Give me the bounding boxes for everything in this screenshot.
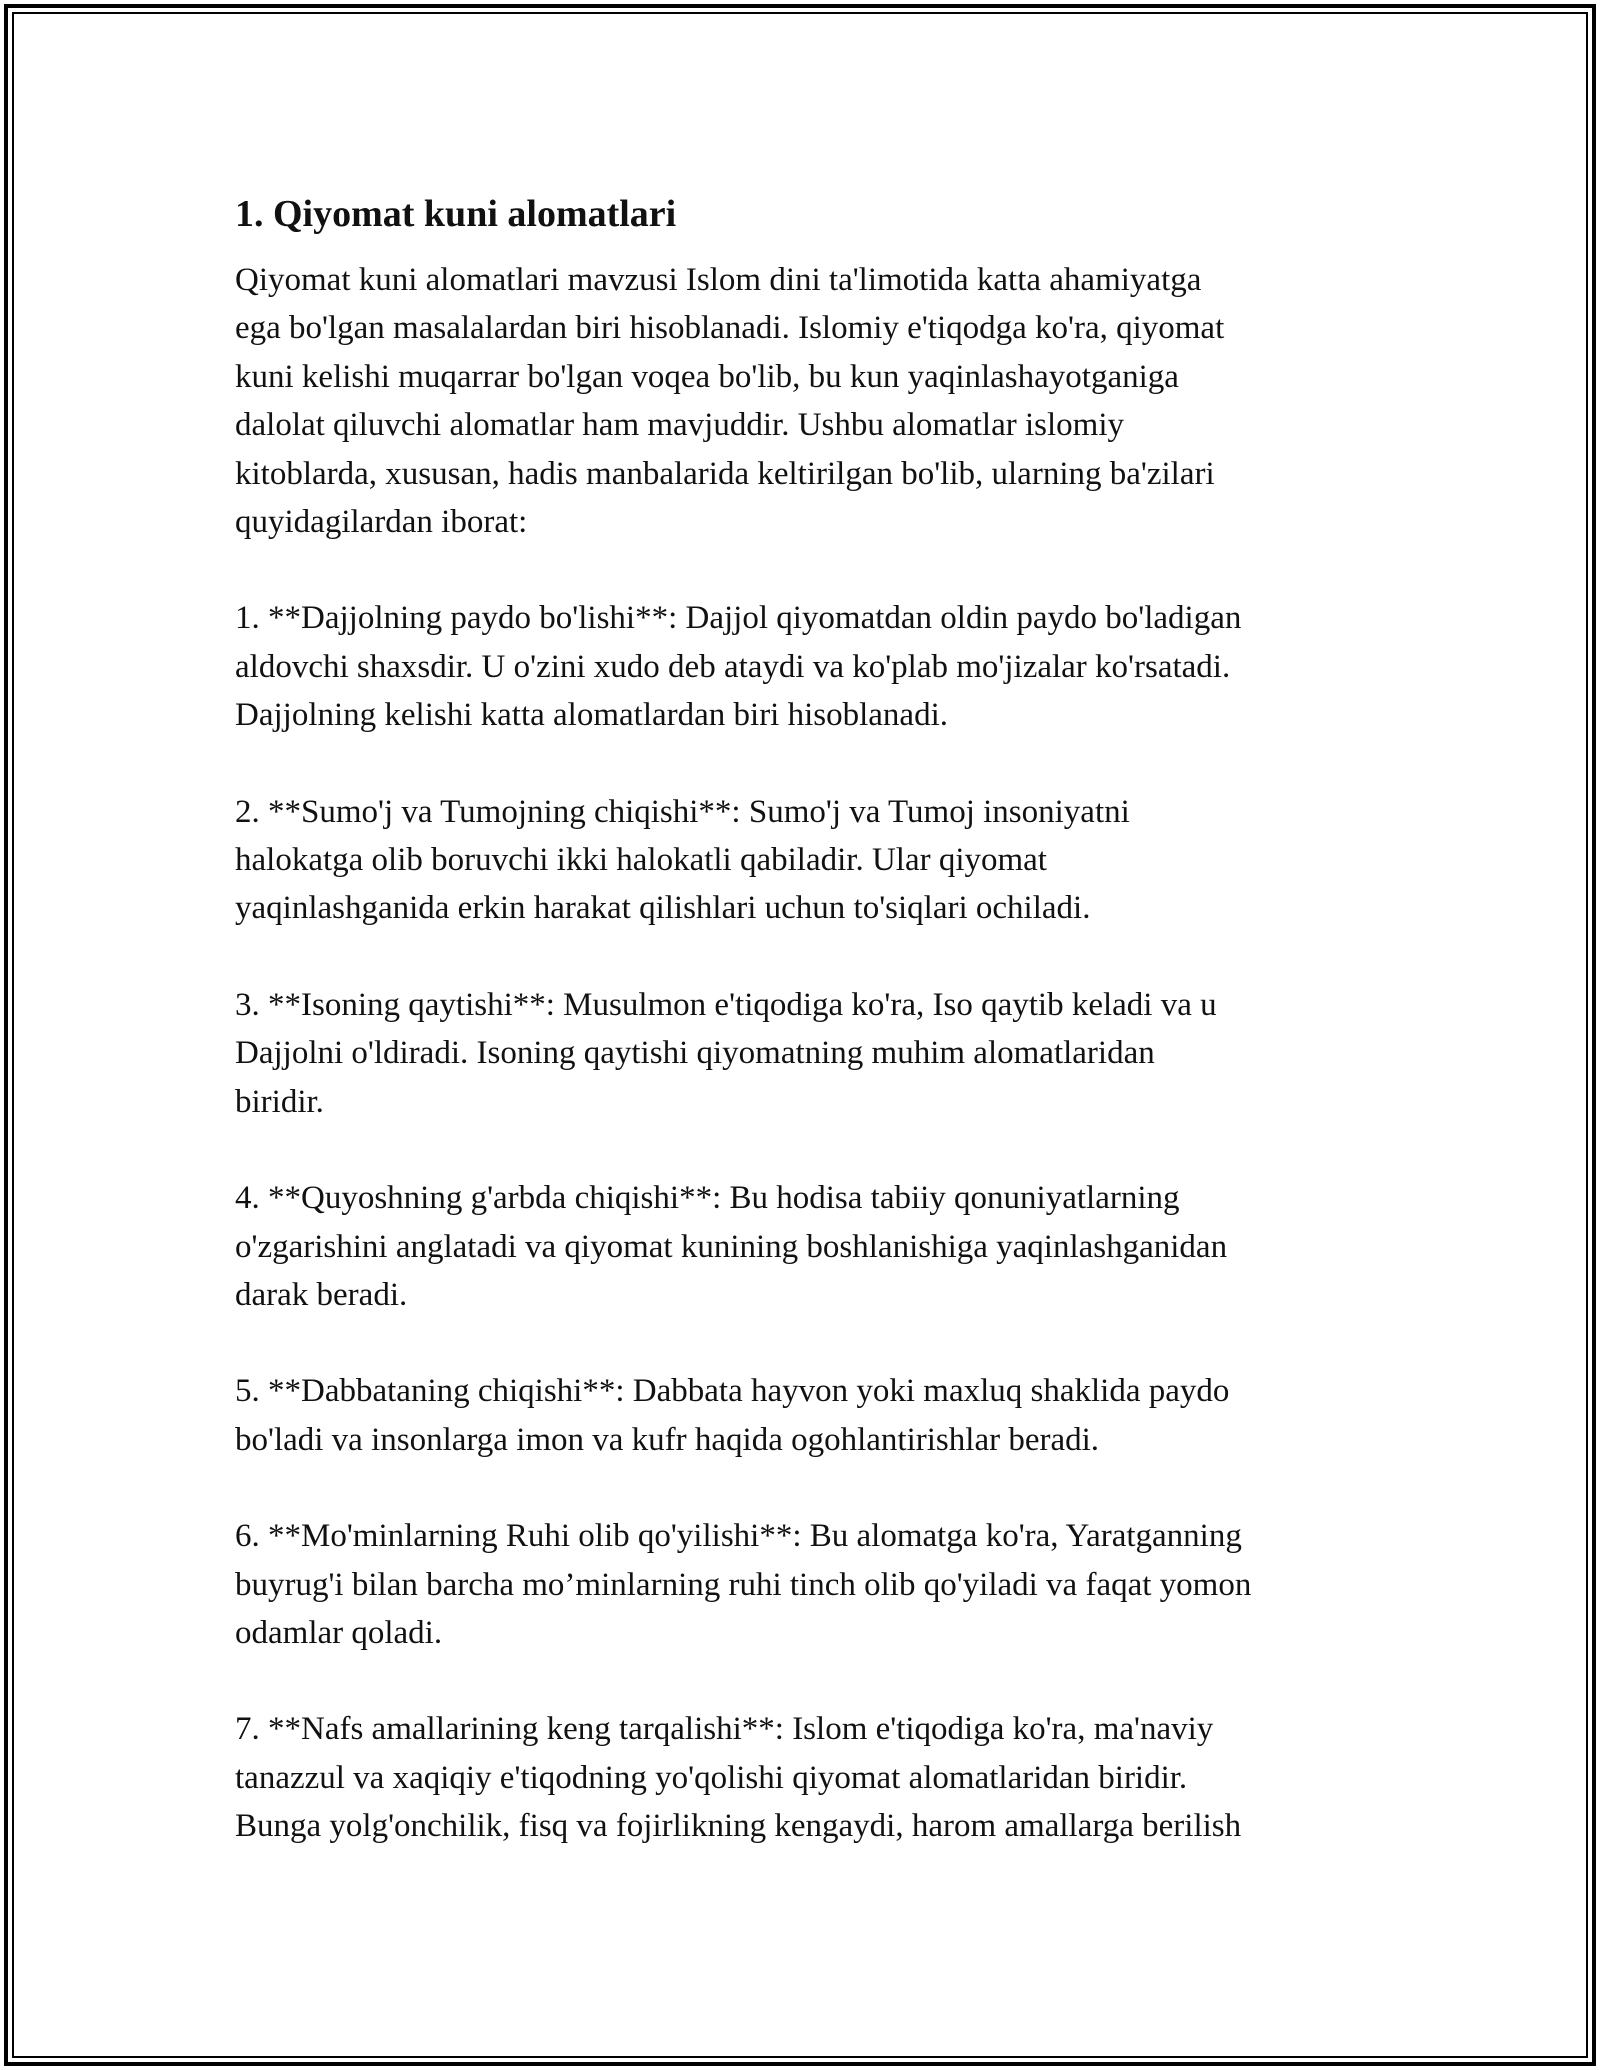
list-item-sumoj-tumoj: 2. **Sumo'j va Tumojning chiqishi**: Sumo'j va Tumoj insoniyatni halokatga olib boruvchi ikki halokatli qabiladir. Ular qiyomat yaqinlashganida erkin harakat qilishlari uchun to'siqlari ochiladi. (235, 793, 1130, 927)
list-item-mominlar: 6. **Mo'minlarning Ruhi olib qo'yilishi**: Bu alomatga ko'ra, Yaratganning buyrug'i bilan barcha mo’minlarning ruhi tinch olib qo'yiladi va faqat yomon odamlar qoladi. (235, 1518, 1252, 1651)
intro-paragraph: Qiyomat kuni alomatlari mavzusi Islom dini ta'limotida katta ahamiyatga ega bo'lgan masalalardan biri hisoblanadi. Islomiy e'tiqodga ko'ra, qiyomat kuni kelishi muqarrar bo'lgan voqea bo'lib, bu kun yaqinlashayotganiga dalolat qiluvchi alomatlar ham mavjuddir. Ushbu alomatlar islomiy kitoblarda, xususan, hadis manbalarida keltirilgan bo'lib, ularning ba'zilari quyidagilardan iborat: (235, 262, 1225, 541)
list-item-iso: 3. **Isoning qaytishi**: Musulmon e'tiqodiga ko'ra, Iso qaytib keladi va u Dajjolni o'ldiradi. Isoning qaytishi qiyomatning muhim alomatlaridan biridir. (235, 986, 1217, 1120)
list-item-quyosh: 4. **Quyoshning g'arbda chiqishi**: Bu hodisa tabiiy qonuniyatlarning o'zgarishini anglatadi va qiyomat kunining boshlanishiga yaqinlashganidan darak beradi. (235, 1180, 1228, 1313)
section-heading: 1. Qiyomat kuni alomatlari (235, 193, 677, 235)
list-item-nafs: 7. **Nafs amallarining keng tarqalishi**: Islom e'tiqodiga ko'ra, ma'naviy tanazzul va xaqiqiy e'tiqodning yo'qolishi qiyomat alomatlaridan biridir. Bunga yolg'onchilik, fisq va fojirlikning kengaydi, harom amallarga berilish (235, 1711, 1242, 1845)
document-body (235, 188, 1385, 1851)
list-item-dabbata: 5. **Dabbataning chiqishi**: Dabbata hayvon yoki maxluq shaklida paydo bo'ladi va insonlarga imon va kufr haqida ogohlantirishlar beradi. (235, 1373, 1230, 1458)
list-item-dajjol: 1. **Dajjolning paydo bo'lishi**: Dajjol qiyomatdan oldin paydo bo'ladigan aldovchi shaxsdir. U o'zini xudo deb ataydi va ko'plab mo'jizalar ko'rsatadi. Dajjolning kelishi katta alomatlardan biri hisoblanadi. (235, 600, 1242, 734)
